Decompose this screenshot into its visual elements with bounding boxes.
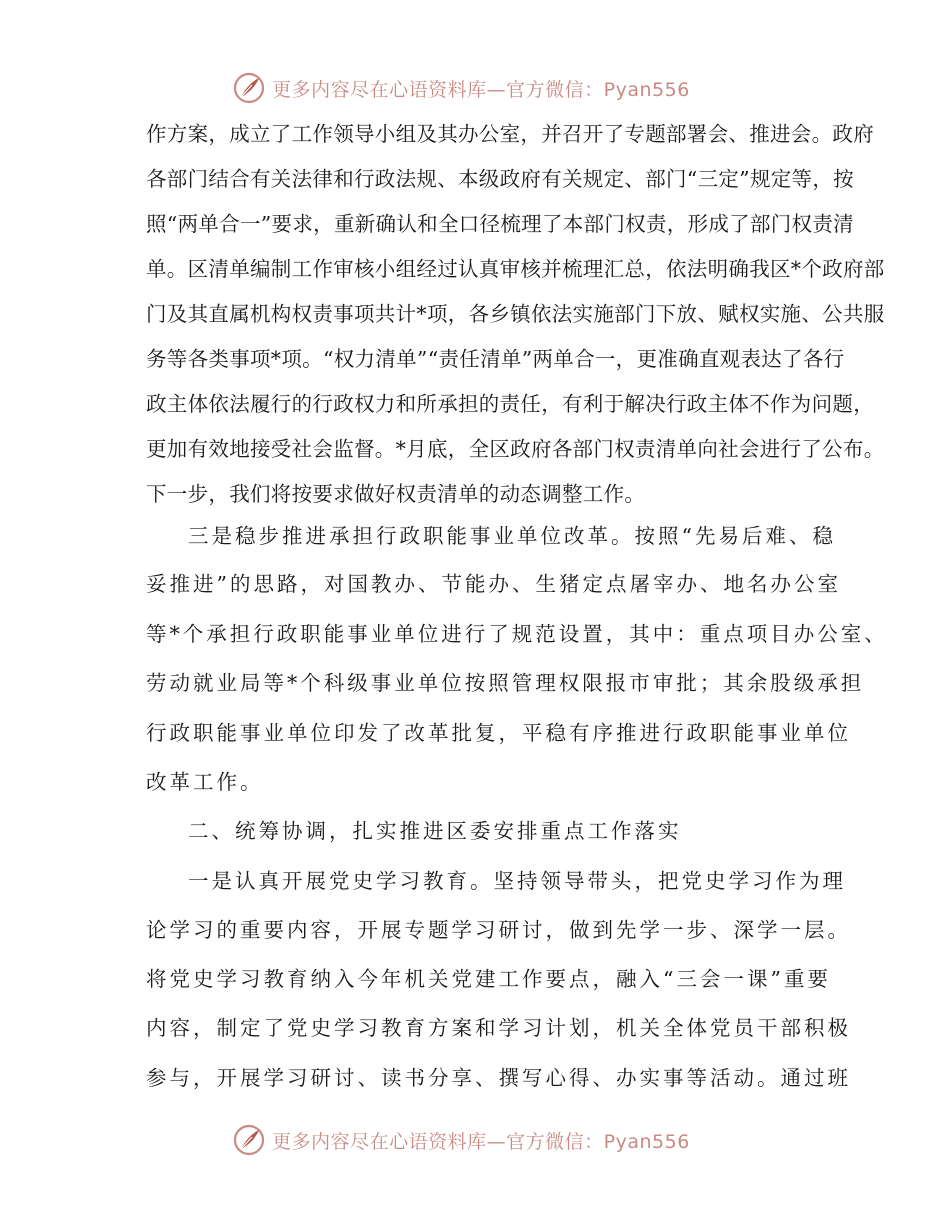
text-line: 务等各类事项*项。“权力清单”“责任清单”两单合一，更准确直观表达了各行 xyxy=(146,347,845,371)
banner-text: 更多内容尽在心语资料库—官方微信：Pyan556 xyxy=(272,78,690,101)
header-banner xyxy=(0,68,950,108)
text-line: 三是稳步推进承担行政职能事业单位改革。按照“先易后难、稳 xyxy=(188,524,836,548)
text-line: 下一步，我们将按要求做好权责清单的动态调整工作。 xyxy=(146,482,646,506)
text-line: 单。区清单编制工作审核小组经过认真审核并梳理汇总，依法明确我区*个政府部 xyxy=(146,257,885,281)
section-heading: 二、统筹协调，扎实推进区委安排重点工作落实 xyxy=(188,819,682,843)
text-line: 劳动就业局等*个科级事业单位按照管理权限报市审批；其余股级承担 xyxy=(146,671,865,695)
banner-text: 更多内容尽在心语资料库—官方微信：Pyan556 xyxy=(272,1130,690,1153)
text-line: 行政职能事业单位印发了改革批复，平稳有序推进行政职能事业单位 xyxy=(146,721,851,745)
text-line: 各部门结合有关法律和行政法规、本级政府有关规定、部门“三定”规定等，按 xyxy=(146,167,854,191)
text-line: 等*个承担行政职能事业单位进行了规范设置，其中：重点项目办公室、 xyxy=(146,622,888,646)
footer-banner xyxy=(0,1120,950,1160)
text-line: 妥推进”的思路，对国教办、节能办、生猪定点屠宰办、地名办公室 xyxy=(146,572,841,596)
text-line: 将党史学习教育纳入今年机关党建工作要点，融入“三会一课”重要 xyxy=(146,967,831,991)
text-line: 内容，制定了党史学习教育方案和学习计划，机关全体党员干部积极 xyxy=(146,1016,851,1040)
text-line: 更加有效地接受社会监督。*月底，全区政府各部门权责清单向社会进行了公布。 xyxy=(146,437,885,461)
text-line: 论学习的重要内容，开展专题学习研讨，做到先学一步、深学一层。 xyxy=(146,918,851,942)
feather-pen-logo-icon xyxy=(232,1123,266,1157)
text-line: 一是认真开展党史学习教育。坚持领导带头，把党史学习作为理 xyxy=(188,869,846,893)
text-line: 参与，开展学习研讨、读书分享、撰写心得、办实事等活动。通过班 xyxy=(146,1066,851,1090)
text-line: 照“两单合一”要求，重新确认和全口径梳理了本部门权责，形成了部门权责清 xyxy=(146,212,854,236)
text-line: 改革工作。 xyxy=(146,770,264,794)
text-line: 政主体依法履行的行政权力和所承担的责任，有利于解决行政主体不作为问题， xyxy=(146,392,874,416)
text-line: 作方案，成立了工作领导小组及其办公室，并召开了专题部署会、推进会。政府 xyxy=(146,122,874,146)
text-line: 门及其直属机构权责事项共计*项，各乡镇依法实施部门下放、赋权实施、公共服 xyxy=(146,302,885,326)
feather-pen-logo-icon xyxy=(232,71,266,105)
